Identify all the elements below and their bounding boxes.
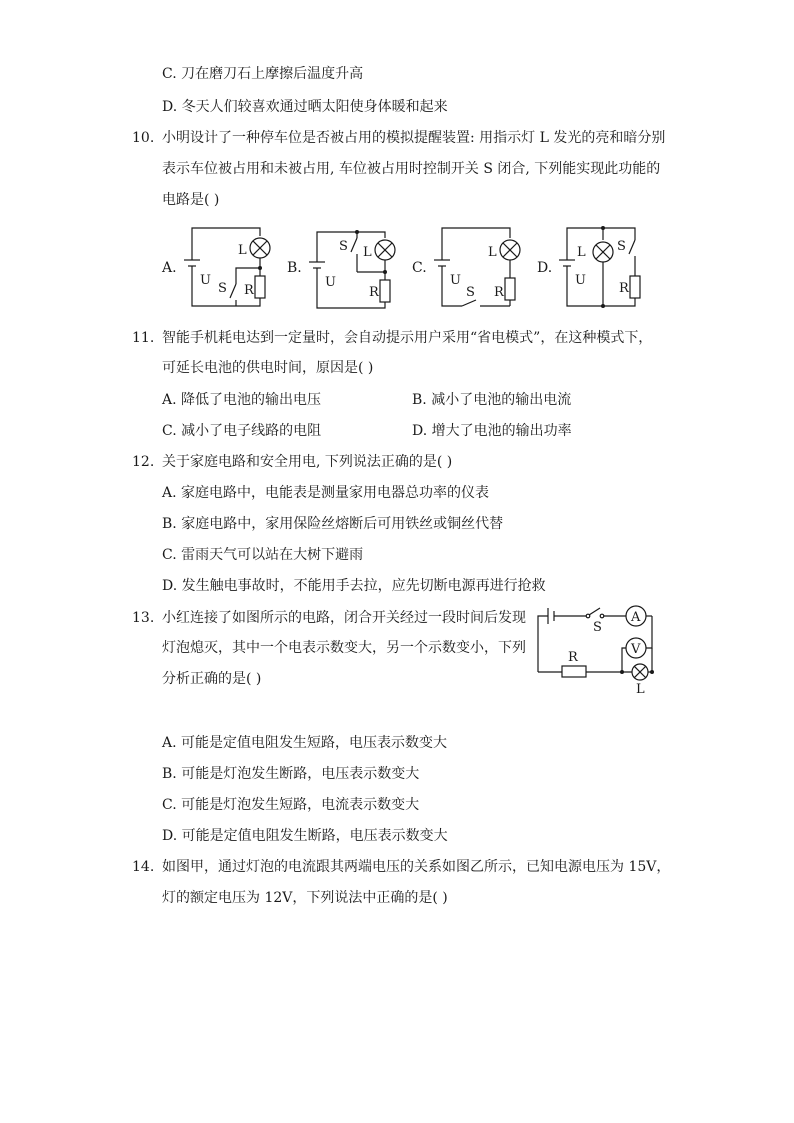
- q13-stem-line1: 小红连接了如图所示的电路，闭合开关经过一段时间后发现: [162, 610, 526, 626]
- q13-option-c: C. 可能是灯泡发生短路，电流表示数变大: [162, 797, 420, 813]
- q9-option-c: C. 刀在磨刀石上摩擦后温度升高: [162, 66, 364, 82]
- q13-option-a: A. 可能是定值电阻发生短路，电压表示数变大: [162, 735, 448, 751]
- q10-circuit-d: [555, 222, 647, 310]
- q10-a-source-label: U: [200, 273, 211, 288]
- q10-circuit-a: [180, 222, 272, 310]
- q13-voltmeter-label: V: [631, 642, 641, 657]
- q10-stem-line2: 表示车位被占用和未被占用, 车位被占用时控制开关 S 闭合, 下列能实现此功能的: [162, 161, 661, 177]
- q12-option-b: B. 家庭电路中，家用保险丝熔断后可用铁丝或铜丝代替: [162, 516, 504, 532]
- q10-circuit-b: [305, 222, 397, 310]
- q10-stem-line1: 小明设计了一种停车位是否被占用的模拟提醒装置: 用指示灯 L 发光的亮和暗分别: [162, 130, 666, 146]
- q13-resistor-label: R: [568, 650, 578, 665]
- q13-circuit-diagram: [534, 600, 664, 696]
- q13-lamp-label: L: [636, 682, 645, 697]
- q10-a-switch-label: S: [218, 281, 227, 296]
- q12-stem: 关于家庭电路和安全用电, 下列说法正确的是( ): [162, 454, 453, 470]
- q10-c-resistor-label: R: [494, 285, 504, 300]
- q12-option-c: C. 雷雨天气可以站在大树下避雨: [162, 547, 364, 563]
- q10-c-switch-label: S: [466, 285, 475, 300]
- q11-stem-line2: 可延长电池的供电时间，原因是( ): [162, 360, 374, 376]
- q10-b-switch-label: S: [339, 239, 348, 254]
- q10-label-d: D.: [537, 260, 553, 276]
- q13-option-b: B. 可能是灯泡发生断路，电压表示数变大: [162, 766, 420, 782]
- q10-a-lamp-label: L: [238, 243, 247, 258]
- q11-option-c: C. 减小了电子线路的电阻: [162, 423, 322, 439]
- q12-option-a: A. 家庭电路中，电能表是测量家用电器总功率的仪表: [162, 485, 490, 501]
- q12-option-d: D. 发生触电事故时，不能用手去拉，应先切断电源再进行抢救: [162, 578, 546, 594]
- q10-number: 10.: [132, 130, 155, 146]
- q11-option-a: A. 降低了电池的输出电压: [162, 392, 322, 408]
- q11-number: 11.: [132, 330, 155, 346]
- q10-b-source-label: U: [325, 275, 336, 290]
- q11-stem-line1: 智能手机耗电达到一定量时，会自动提示用户采用“省电模式”，在这种模式下，: [162, 330, 653, 346]
- q13-switch-label: S: [593, 620, 602, 635]
- q9-option-d: D. 冬天人们较喜欢通过晒太阳使身体暖和起来: [162, 99, 448, 115]
- q14-stem-line2: 灯的额定电压为 12V，下列说法中正确的是( ): [162, 890, 448, 906]
- q11-option-d: D. 增大了电池的输出功率: [412, 423, 572, 439]
- q13-ammeter-label: A: [631, 610, 641, 625]
- q10-b-resistor-label: R: [369, 285, 379, 300]
- q13-stem-line3: 分析正确的是( ): [162, 671, 262, 687]
- q13-option-d: D. 可能是定值电阻发生断路，电压表示数变大: [162, 828, 448, 844]
- q10-d-resistor-label: R: [619, 281, 629, 296]
- q13-number: 13.: [132, 610, 155, 626]
- q10-a-resistor-label: R: [244, 283, 254, 298]
- q10-c-source-label: U: [450, 273, 461, 288]
- q10-circuit-c: [430, 222, 522, 310]
- q10-label-b: B.: [287, 260, 302, 276]
- q14-number: 14.: [132, 859, 155, 875]
- q12-number: 12.: [132, 454, 155, 470]
- q10-d-switch-label: S: [617, 239, 626, 254]
- q14-stem-line1: 如图甲，通过灯泡的电流跟其两端电压的关系如图乙所示，已知电源电压为 15V，: [162, 859, 671, 875]
- q10-c-lamp-label: L: [488, 245, 497, 260]
- q10-label-a: A.: [162, 260, 177, 276]
- q11-option-b: B. 减小了电池的输出电流: [412, 392, 572, 408]
- q10-stem-line3: 电路是( ): [162, 192, 220, 208]
- q10-d-lamp-label: L: [577, 245, 586, 260]
- q10-label-c: C.: [412, 260, 427, 276]
- q10-d-source-label: U: [575, 273, 586, 288]
- q10-b-lamp-label: L: [363, 245, 372, 260]
- q13-stem-line2: 灯泡熄灭，其中一个电表示数变大，另一个示数变小，下列: [162, 640, 526, 656]
